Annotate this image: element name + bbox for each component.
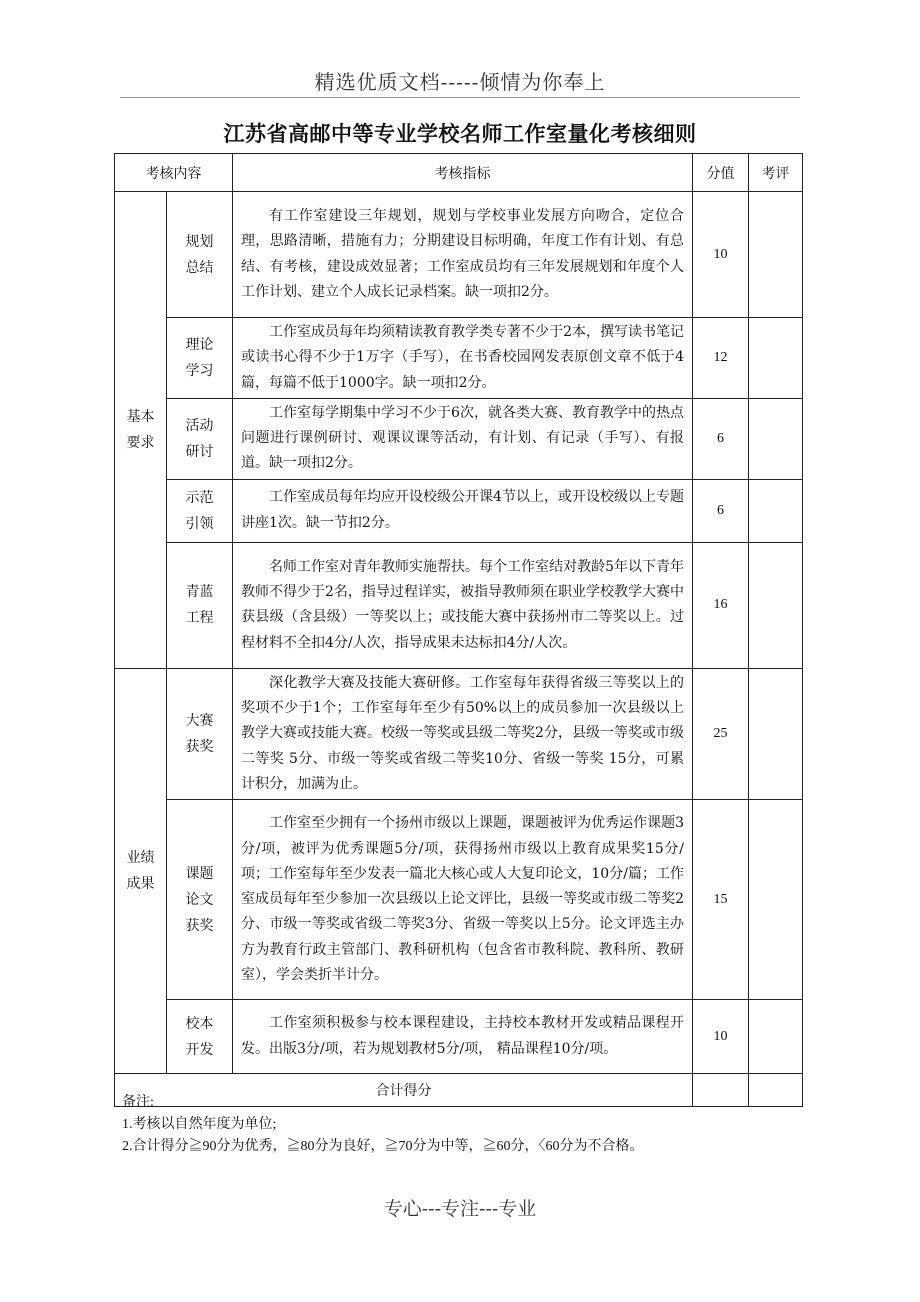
item-score: 15 [693,800,749,1000]
item-score: 16 [693,542,749,668]
item-indicator: 工作室每学期集中学习不少于6次，就各类大赛、教育教学中的热点问题进行课例研讨、观课议课等活动，有计划、有记录（手写）、有报道。缺一项扣2分。 [233,398,693,479]
header-score: 分值 [693,154,749,192]
item-score: 10 [693,1000,749,1074]
item-indicator: 深化教学大赛及技能大赛研修。工作室每年获得省级三等奖以上的奖项不少于1个；工作室每年至少有50%以上的成员参加一次县级以上教学大赛或技能大赛。校级一等奖或县级二等奖2分，县级一等奖或市级二等奖 5分、市级一等奖或省级二等奖10分、省级一等奖 15分，可累计积分，加满为止。 [233,668,693,799]
table-row [115,479,803,542]
item-name: 课题 论文 获奖 [167,800,233,1000]
page-header: 精选优质文档-----倾情为你奉上 [314,70,606,94]
item-indicator: 工作室成员每年均须精读教育教学类专著不少于2本，撰写读书笔记或读书心得不少于1万字（手写），在书香校园网发表原创文章不低于4篇，每篇不低于1000字。缺一项扣2分。 [233,318,693,399]
page-footer: 专心---专注---专业 [383,1198,537,1220]
notes-section [122,1092,644,1158]
item-name: 规划 总结 [167,192,233,318]
item-score: 25 [693,668,749,799]
item-evaluation-cell [749,479,803,542]
item-indicator: 工作室至少拥有一个扬州市级以上课题，课题被评为优秀运作课题3分/项，被评为优秀课题5分/项，获得扬州市级以上教育成果奖15分/项；工作室每年至少发表一篇北大核心或人大复印论文，10分/篇；工作室成员每年至少参加一次县级以上论文评比，县级一等奖或市级二等奖2分、市级一等奖或省级二等奖3分、省级一等奖以上5分。论文评选主办方为教育行政主管部门、教科研机构（包含省市教科院、教科所、教研室），学会类折半计分。 [233,800,693,1000]
table-row [115,668,803,799]
header-evaluation: 考评 [749,154,803,192]
table-row [115,192,803,318]
item-score: 10 [693,192,749,318]
header-divider [120,97,800,98]
item-evaluation-cell [749,398,803,479]
notes-label: 备注: [122,1095,154,1110]
note-item: 2.合计得分≧90分为优秀，≧80分为良好，≧70分为中等，≧60分，〈60分为不合格。 [122,1139,644,1154]
item-indicator: 工作室成员每年均应开设校级公开课4节以上，或开设校级以上专题讲座1次。缺一节扣2分。 [233,479,693,542]
item-score: 6 [693,479,749,542]
item-name: 青蓝 工程 [167,542,233,668]
header-indicator: 考核指标 [233,154,693,192]
item-evaluation-cell [749,318,803,399]
table-row [115,800,803,1000]
item-score: 12 [693,318,749,399]
total-label: 合计得分 [115,1074,693,1107]
item-name: 大赛 获奖 [167,668,233,799]
category-basic: 基本 要求 [115,192,167,669]
table-row [115,542,803,668]
category-achievement: 业绩 成果 [115,668,167,1073]
table-row [115,1000,803,1074]
item-name: 示范 引领 [167,479,233,542]
item-indicator: 有工作室建设三年规划，规划与学校事业发展方向吻合，定位合理，思路清晰，措施有力；分期建设目标明确，年度工作有计划、有总结、有考核，建设成效显著；工作室成员均有三年发展规划和年度个人工作计划、建立个人成长记录档案。缺一项扣2分。 [233,192,693,318]
table-row [115,318,803,399]
document-title: 江苏省高邮中等专业学校名师工作室量化考核细则 [223,122,697,146]
item-name: 理论 学习 [167,318,233,399]
item-indicator: 名师工作室对青年教师实施帮扶。每个工作室结对教龄5年以下青年教师不得少于2名，指导过程详实，被指导教师须在职业学校教学大赛中获县级（含县级）一等奖以上；或技能大赛中获扬州市二等奖以上。过程材料不全扣4分/人次，指导成果未达标扣4分/人次。 [233,542,693,668]
item-evaluation-cell [749,1000,803,1074]
total-evaluation-cell [749,1074,803,1107]
table-header-row [115,154,803,192]
assessment-table [114,153,803,1107]
item-evaluation-cell [749,668,803,799]
item-name: 活动 研讨 [167,398,233,479]
table-row [115,398,803,479]
note-item: 1.考核以自然年度为单位; [122,1117,277,1132]
item-evaluation-cell [749,192,803,318]
total-score-cell [693,1074,749,1107]
item-name: 校本 开发 [167,1000,233,1074]
item-evaluation-cell [749,800,803,1000]
header-content: 考核内容 [115,154,233,192]
item-score: 6 [693,398,749,479]
item-evaluation-cell [749,542,803,668]
item-indicator: 工作室须积极参与校本课程建设，主持校本教材开发或精品课程开发。出版3分/项，若为规划教材5分/项， 精品课程10分/项。 [233,1000,693,1074]
